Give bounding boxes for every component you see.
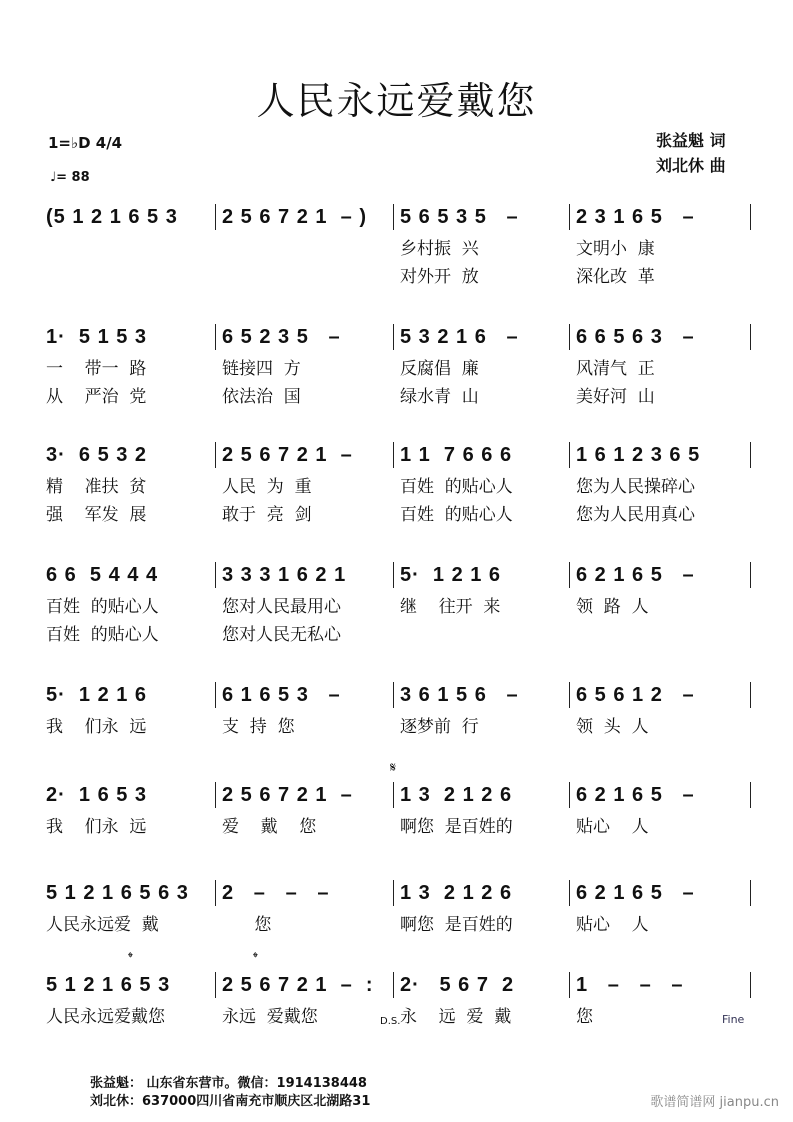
measure (393, 880, 569, 935)
lyric-verse-2: 对外开 放 (400, 267, 479, 287)
measure (215, 682, 393, 737)
lyric-verse-2: 百姓 的贴心人 (46, 625, 159, 645)
measure (393, 682, 569, 737)
measure (215, 880, 393, 935)
lyric-verse-1: 人民永远爱戴您 (46, 1007, 165, 1027)
measure-notes: (5 1 2 1 6 5 3 (46, 206, 178, 228)
lyric-verse-1: 领 路 人 (576, 597, 649, 617)
lyric-verse-1: 百姓 的贴心人 (46, 597, 159, 617)
lyric-verse-2: 从 严治 党 (46, 387, 147, 407)
score-row (40, 562, 752, 652)
measure-notes: 5 6 5 3 5 – (400, 206, 519, 228)
lyric-verse-1: 我 们永 远 (46, 717, 147, 737)
score-row (40, 442, 752, 532)
measure-notes: 1 1 7 6 6 6 (400, 444, 513, 466)
measure (40, 204, 215, 294)
measure (215, 324, 393, 407)
measure-notes: 3 6 1 5 6 – (400, 684, 519, 706)
lyric-verse-1: 反腐倡 廉 (400, 359, 479, 379)
measure-notes: 6 5 6 1 2 – (576, 684, 695, 706)
measure-notes: 2 5 6 7 2 1 – (222, 784, 353, 806)
lyric-verse-1: 继 往开 来 (400, 597, 501, 617)
lyric-verse-1: 风清气 正 (576, 359, 655, 379)
measure-notes: 6 2 1 6 5 – (576, 784, 695, 806)
footer-line-2: 刘北休：637000四川省南充市顺庆区北湖路31 (90, 1094, 371, 1109)
measure-notes: 6 2 1 6 5 – (576, 564, 695, 586)
measure (215, 442, 393, 525)
measure (569, 682, 751, 737)
measure (393, 562, 569, 617)
lyric-verse-1: 贴心 人 (576, 915, 649, 935)
measure-notes: 1 3 2 1 2 6 (400, 882, 513, 904)
lyric-verse-1: 我 们永 远 (46, 817, 147, 837)
measure-notes: 6 2 1 6 5 – (576, 882, 695, 904)
measure-notes: 2 5 6 7 2 1 – : (222, 974, 374, 996)
ds-marking: D.S. (380, 1016, 401, 1027)
lyric-verse-1: 逐梦前 行 (400, 717, 479, 737)
measure (393, 782, 569, 837)
measure (393, 204, 569, 287)
lyric-verse-1: 啊您 是百姓的 (400, 915, 513, 935)
measure (393, 442, 569, 525)
lyric-verse-1: 乡村振 兴 (400, 239, 479, 259)
measure-notes: 6 6 5 6 3 – (576, 326, 695, 348)
lyric-verse-2: 深化改 革 (576, 267, 655, 287)
measure (569, 562, 751, 617)
measure-notes: 5 3 2 1 6 – (400, 326, 519, 348)
lyric-verse-1: 贴心 人 (576, 817, 649, 837)
measure-notes: 1 6 1 2 3 6 5 (576, 444, 701, 466)
measure (569, 880, 751, 935)
measure-notes: 6 5 2 3 5 – (222, 326, 341, 348)
measure-notes: 3· 6 5 3 2 (46, 444, 148, 466)
lyric-verse-2: 百姓 的贴心人 (400, 505, 513, 525)
score-row (40, 324, 752, 414)
score-row (40, 880, 752, 970)
measure-notes: 6 1 6 5 3 – (222, 684, 341, 706)
measure (215, 204, 393, 230)
lyric-verse-2: 您为人民用真心 (576, 505, 695, 525)
measure-notes: 5· 1 2 1 6 (400, 564, 502, 586)
lyric-verse-1: 百姓 的贴心人 (400, 477, 513, 497)
lyric-verse-1: 您为人民操碎心 (576, 477, 695, 497)
footer-line-1: 张益魁： 山东省东营市。微信：1914138448 (90, 1076, 367, 1091)
score-row (40, 782, 752, 872)
measure-notes: 2 3 1 6 5 – (576, 206, 695, 228)
score-row (40, 204, 752, 294)
lyric-verse-1: 爱 戴 您 (222, 817, 317, 837)
lyric-verse-1: 您对人民最用心 (222, 597, 341, 617)
measure-notes: 6 6 5 4 4 4 (46, 564, 159, 586)
lyric-verse-1: 人民 为 重 (222, 477, 312, 497)
measure-notes: 2· 1 6 5 3 (46, 784, 148, 806)
fine-marking: Fine (722, 1013, 745, 1026)
measure-notes: 2 – – – (222, 882, 330, 904)
lyric-verse-2: 美好河 山 (576, 387, 655, 407)
measure-notes: 1· 5 1 5 3 (46, 326, 148, 348)
measure-notes: 2· 5 6 7 2 (400, 974, 515, 996)
lyric-verse-1: 您 (576, 1007, 593, 1027)
measure (569, 324, 751, 407)
lyric-verse-1: 永远 爱戴您 (222, 1007, 318, 1027)
measure-notes: 1 3 2 1 2 6 (400, 784, 513, 806)
measure-notes: 5· 1 2 1 6 (46, 684, 148, 706)
coda-icon: 𝄌 (253, 950, 258, 966)
measure (40, 782, 215, 872)
measure-notes: 2 5 6 7 2 1 – ) (222, 206, 367, 228)
lyricist-credit: 张益魁 词 (656, 131, 726, 150)
measure (393, 324, 569, 407)
coda-icon: 𝄌 (128, 950, 133, 966)
measure-notes: 5 1 2 1 6 5 6 3 (46, 882, 189, 904)
measure-notes: 1 – – – (576, 974, 684, 996)
lyric-verse-1: 啊您 是百姓的 (400, 817, 513, 837)
measure (40, 682, 215, 772)
measure-notes: 5 1 2 1 6 5 3 (46, 974, 171, 996)
segno-icon: 𝄋 (390, 760, 397, 776)
lyric-verse-1: 链接四 方 (222, 359, 301, 379)
score-row (40, 682, 752, 772)
lyric-verse-1: 支 持 您 (222, 717, 295, 737)
lyric-verse-2: 强 军发 展 (46, 505, 147, 525)
lyric-verse-1: 领 头 人 (576, 717, 649, 737)
lyric-verse-2: 依法治 国 (222, 387, 301, 407)
lyric-verse-2: 您对人民无私心 (222, 625, 341, 645)
lyric-verse-1: 人民永远爱 戴 (46, 915, 159, 935)
measure (215, 562, 393, 645)
song-title: 人民永远爱戴您 (256, 79, 537, 123)
lyric-verse-2: 敢于 亮 剑 (222, 505, 312, 525)
measure (40, 324, 215, 414)
key-signature: 1=♭D 4/4 (48, 134, 123, 152)
measure (40, 442, 215, 532)
lyric-verse-1: 您 (222, 915, 272, 935)
lyric-verse-1: 永 远 爱 戴 (400, 1007, 512, 1027)
lyric-verse-1: 精 准扶 贫 (46, 477, 147, 497)
measure (40, 562, 215, 652)
measure (569, 782, 751, 837)
measure-notes: 2 5 6 7 2 1 – (222, 444, 353, 466)
measure (393, 972, 569, 1027)
watermark: 歌谱简谱网 jianpu.cn (650, 1095, 779, 1110)
lyric-verse-1: 一 带一 路 (46, 359, 147, 379)
measure (569, 442, 751, 525)
lyric-verse-2: 绿水青 山 (400, 387, 479, 407)
measure (569, 204, 751, 287)
measure (40, 972, 215, 1062)
lyric-verse-1: 文明小 康 (576, 239, 655, 259)
composer-credit: 刘北休 曲 (656, 156, 726, 175)
tempo-marking: ♩= 88 (50, 170, 90, 185)
measure-notes: 3 3 3 1 6 2 1 (222, 564, 347, 586)
measure (215, 782, 393, 837)
